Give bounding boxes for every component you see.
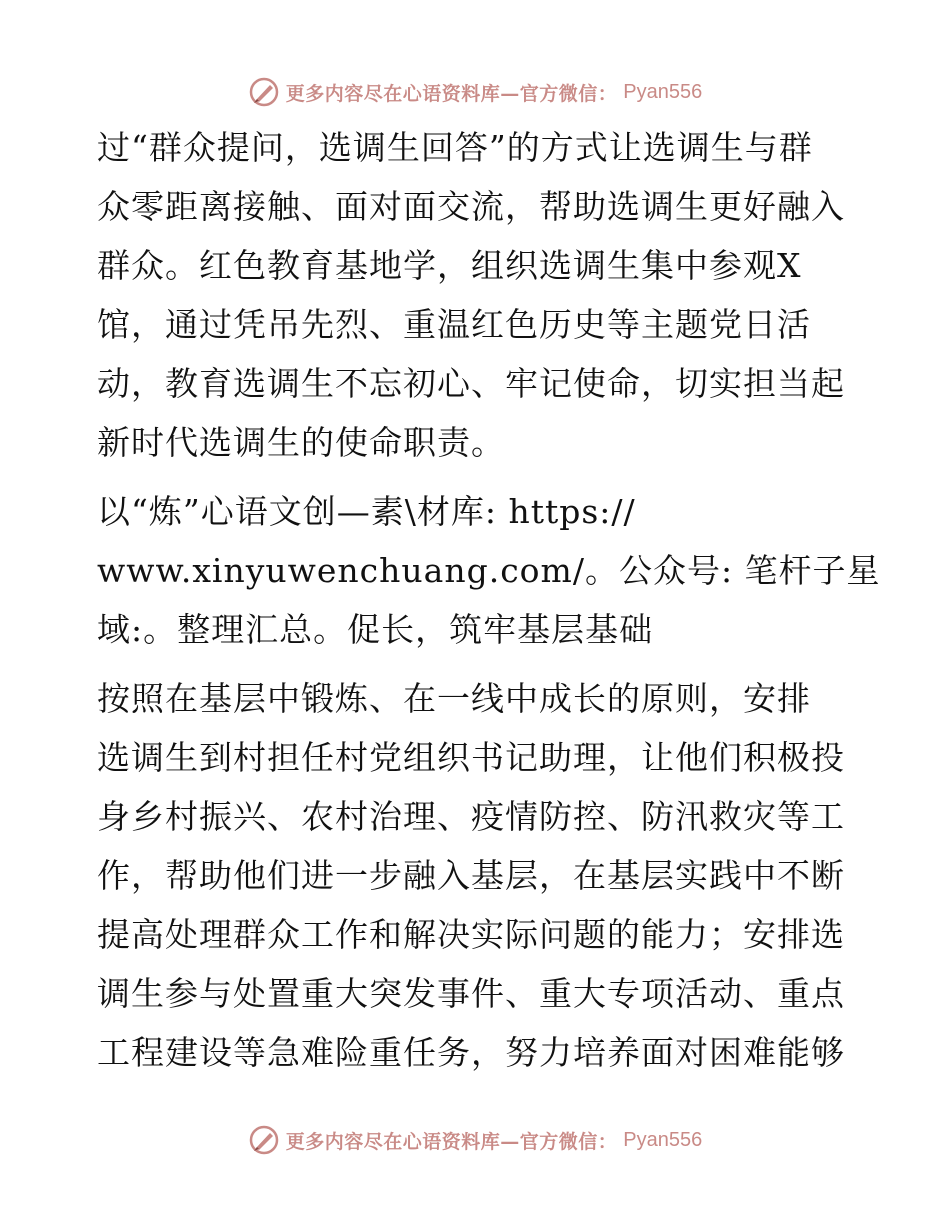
paragraph-1 [97, 118, 867, 472]
text-line: 以“炼”心语文创—素\材库: https:// [97, 492, 636, 531]
watermark-text: 更多内容尽在心语资料库—官方微信： [285, 82, 618, 105]
text-line: 众零距离接触、面对面交流，帮助选调生更好融入 [97, 187, 845, 226]
pen-quill-logo-icon [248, 76, 280, 108]
text-line: www.xinyuwenchuang.com/。公众号: 笔杆子星 [97, 551, 881, 590]
text-line: 动，教育选调生不忘初心、牢记使命，切实担当起 [97, 364, 845, 403]
watermark-text: 更多内容尽在心语资料库—官方微信： [285, 1130, 618, 1153]
text-line: 新时代选调生的使命职责。 [97, 423, 505, 462]
text-line: 过“群众提问，选调生回答”的方式让选调生与群 [97, 128, 813, 167]
header-watermark [0, 72, 950, 112]
watermark-account: Pyan556 [623, 80, 703, 103]
text-line: 调生参与处置重大突发事件、重大专项活动、重点 [97, 974, 845, 1013]
text-line: 提高处理群众工作和解决实际问题的能力；安排选 [97, 915, 845, 954]
footer-watermark [0, 1120, 950, 1160]
text-line: 群众。红色教育基地学，组织选调生集中参观X [97, 246, 802, 285]
text-line: 身乡村振兴、农村治理、疫情防控、防汛救灾等工 [97, 797, 845, 836]
paragraph-2 [97, 482, 881, 659]
text-line: 域:。整理汇总。促长，筑牢基层基础 [97, 610, 654, 649]
watermark-account: Pyan556 [623, 1128, 703, 1151]
text-line: 馆，通过凭吊先烈、重温红色历史等主题党日活 [97, 305, 811, 344]
document-body [97, 118, 881, 1092]
text-line: 作，帮助他们进一步融入基层，在基层实践中不断 [97, 856, 845, 895]
text-line: 工程建设等急难险重任务，努力培养面对困难能够 [97, 1033, 845, 1072]
text-line: 按照在基层中锻炼、在一线中成长的原则，安排 [97, 679, 811, 718]
text-line: 选调生到村担任村党组织书记助理，让他们积极投 [97, 738, 845, 777]
paragraph-3 [97, 669, 867, 1082]
pen-quill-logo-icon [248, 1124, 280, 1156]
